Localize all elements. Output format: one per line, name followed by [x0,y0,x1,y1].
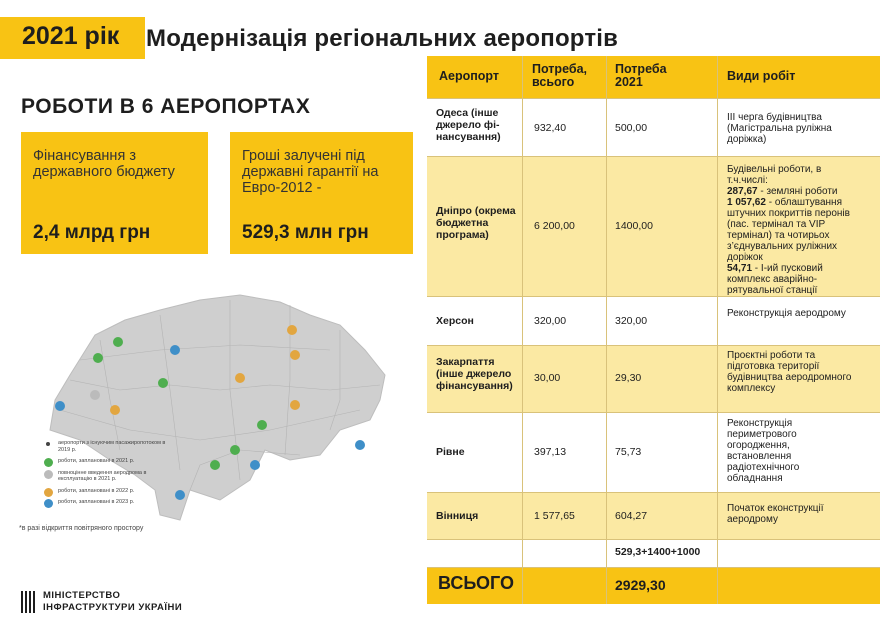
airport-marker [90,390,100,400]
legend-item: аеропорти з існуючим пасажиропотоком в 2019 р. [44,440,174,453]
cell-2021: 29,30 [615,372,642,384]
airports-table [427,56,880,604]
cell-total: 320,00 [534,315,567,327]
guarantee-card-value: 529,3 млн грн [242,222,369,243]
airport-marker [113,337,123,347]
col-header-works: Види робіт [727,69,796,83]
col-header-2021: Потреба 2021 [615,62,667,89]
logo-line-1: МІНІСТЕРСТВО [43,590,121,601]
section-subtitle: РОБОТИ В 6 АЕРОПОРТАХ [21,95,311,118]
total-label: ВСЬОГО [438,573,514,593]
sum-formula: 529,3+1400+1000 [615,546,701,558]
map-legend [44,440,174,511]
cell-total: 397,13 [534,446,567,458]
cell-2021: 604,27 [615,510,648,522]
airport-marker [257,420,267,430]
airport-marker [355,440,365,450]
airport-marker [290,400,300,410]
legend-dot [44,470,53,479]
airport-marker [290,350,300,360]
logo-line-2: ІНФРАСТРУКТУРИ УКРАЇНИ [43,602,183,613]
cell-total: 6 200,00 [534,220,575,232]
cell-2021: 1400,00 [615,220,653,232]
cell-works: Проєктні роботи та підготовка території будівництва аеродромного комплексу [727,350,852,394]
airport-marker [175,490,185,500]
legend-item: роботи, заплановані в 2022 р. [44,488,174,495]
cell-total: 30,00 [534,372,561,384]
cell-works: Реконструкція периметрового огородження, встановлення радіотехнічного обладнання [727,418,800,484]
guarantee-card [230,132,413,254]
airport-marker [210,460,220,470]
airport-marker [110,405,120,415]
cell-works: ІІІ черга будівництва (Магістральна руліжна доріжка) [727,112,832,145]
airport-marker [170,345,180,355]
legend-item: роботи, заплановані в 2023 р. [44,499,174,506]
cell-2021: 500,00 [615,122,648,134]
budget-card-value: 2,4 млрд грн [33,222,151,243]
airport-marker [250,460,260,470]
cell-airport: Закарпаття (інше джерело фінансування) [436,356,513,392]
cell-airport: Одеса (інше джерело фі-нансування) [436,107,501,143]
page-year: 2021 рік [22,22,120,50]
legend-dot [44,488,53,497]
table-row [427,296,880,345]
guarantee-card-text: Гроші залучені під державні гарантії на Евро-2012 - [242,148,379,196]
airport-marker [93,353,103,363]
legend-dot [44,499,53,508]
col-header-total: Потреба, всього [532,62,587,89]
legend-dot [44,458,53,467]
cell-2021: 75,73 [615,446,642,458]
cell-works: Початок еконструкції аеродрому [727,503,824,525]
budget-card-text: Фінансування з державного бюджету [33,148,175,180]
legend-dot [46,442,50,446]
cell-airport: Дніпро (окрема бюджетна програма) [436,205,516,241]
cell-airport: Рівне [436,446,465,458]
cell-works: Будівельні роботи, в т.ч.числі: 287,67 - земляні роботи 1 057,62 - облаштування штучних покриттів перонів (пас. термінал та VIP термінал) та чотирьох з’єднувальних руліжних доріжок 54,71 - І-ий пусковий комплекс аварійно-рятувальної станції [727,164,850,296]
cell-2021: 320,00 [615,315,648,327]
airport-marker [55,401,65,411]
logo-bars-icon [21,591,39,613]
legend-item: роботи, заплановані в 2021 р. [44,458,174,465]
airport-marker [158,378,168,388]
airport-marker [235,373,245,383]
cell-airport: Вінниця [436,510,479,522]
cell-total: 1 577,65 [534,510,575,522]
legend-item: повноцінне введення аеродрома в експлуатацію в 2021 р. [44,470,174,483]
budget-card [21,132,208,254]
cell-works: Реконструкція аеродрому [727,308,846,319]
col-header-airport: Аеропорт [439,69,500,83]
airport-marker [287,325,297,335]
cell-airport: Херсон [436,315,474,327]
footnote: *в разі відкриття повітряного простору [19,525,144,532]
page-title: Модернізація регіональних аеропортів [146,25,619,52]
cell-total: 932,40 [534,122,567,134]
total-value: 2929,30 [615,577,666,593]
airport-marker [230,445,240,455]
